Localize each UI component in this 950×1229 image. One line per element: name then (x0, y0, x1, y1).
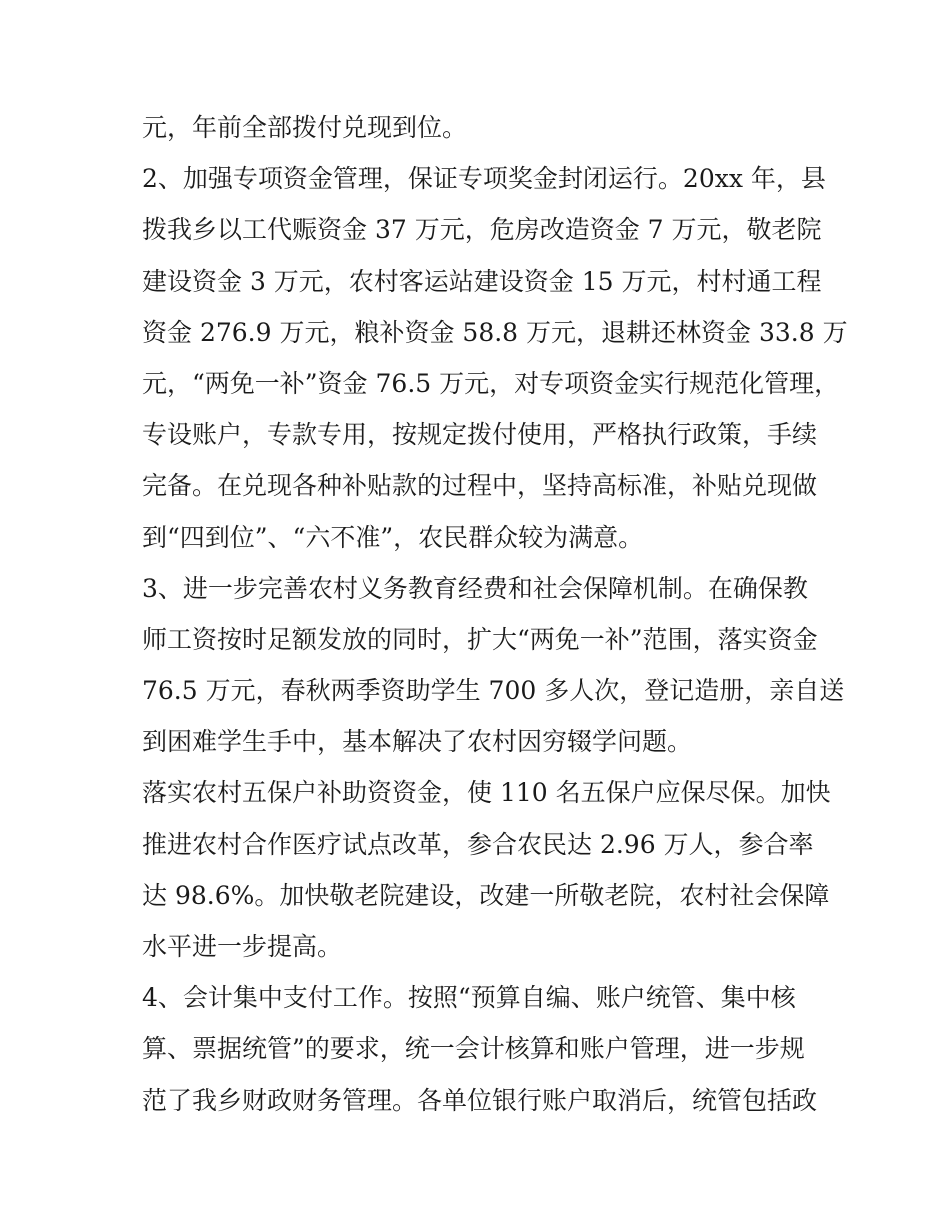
paragraph (142, 161, 848, 571)
text-line: 完备。在兑现各种补贴款的过程中，坚持高标准，补贴兑现做 (142, 471, 818, 501)
text-line: 2、加强专项资金管理，保证专项奖金封闭运行。20xx 年，县 (142, 164, 826, 194)
text-line: 落实农村五保户补助资资金，使 110 名五保户应保尽保。加快 (142, 778, 831, 808)
text-line: 建设资金 3 万元，农村客运站建设资金 15 万元，村村通工程 (142, 266, 822, 296)
paragraph (142, 980, 832, 1134)
text-line: 到“四到位”、“六不准”，农民群众较为满意。 (142, 522, 644, 552)
text-line: 到困难学生手中，基本解决了农村因穷辍学问题。 (142, 727, 693, 757)
text-line: 范了我乡财政财务管理。各单位银行账户取消后，统管包括政 (142, 1085, 818, 1115)
text-line: 元，“两免一补”资金 76.5 万元，对专项资金实行规范化管理， (142, 368, 840, 398)
text-line: 76.5 万元，春秋两季资助学生 700 多人次，登记造册，亲自送 (142, 676, 845, 706)
text-line: 拨我乡以工代赈资金 37 万元，危房改造资金 7 万元，敬老院 (142, 215, 822, 245)
paragraph (142, 571, 845, 776)
text-line: 3、进一步完善农村义务教育经费和社会保障机制。在确保教 (142, 573, 808, 603)
text-line: 推进农村合作医疗试点改革，参合农民达 2.96 万人，参合率 (142, 829, 814, 859)
text-line: 师工资按时足额发放的同时，扩大“两免一补”范围，落实资金 (142, 624, 818, 654)
text-line: 专设账户，专款专用，按规定拨付使用，严格执行政策，手续 (142, 420, 818, 450)
document-page (142, 110, 848, 1134)
text-line: 算、票据统管”的要求，统一会计核算和账户管理，进一步规 (142, 1034, 805, 1064)
paragraph (142, 110, 832, 161)
paragraph (142, 775, 832, 980)
text-line: 达 98.6%。加快敬老院建设，改建一所敬老院，农村社会保障 (142, 880, 830, 910)
text-line: 元，年前全部拨付兑现到位。 (142, 113, 468, 142)
text-line: 4、会计集中支付工作。按照“预算自编、账户统管、集中核 (142, 983, 796, 1013)
text-line: 水平进一步提高。 (142, 932, 343, 961)
text-line: 资金 276.9 万元，粮补资金 58.8 万元，退耕还林资金 33.8 万 (142, 317, 848, 347)
